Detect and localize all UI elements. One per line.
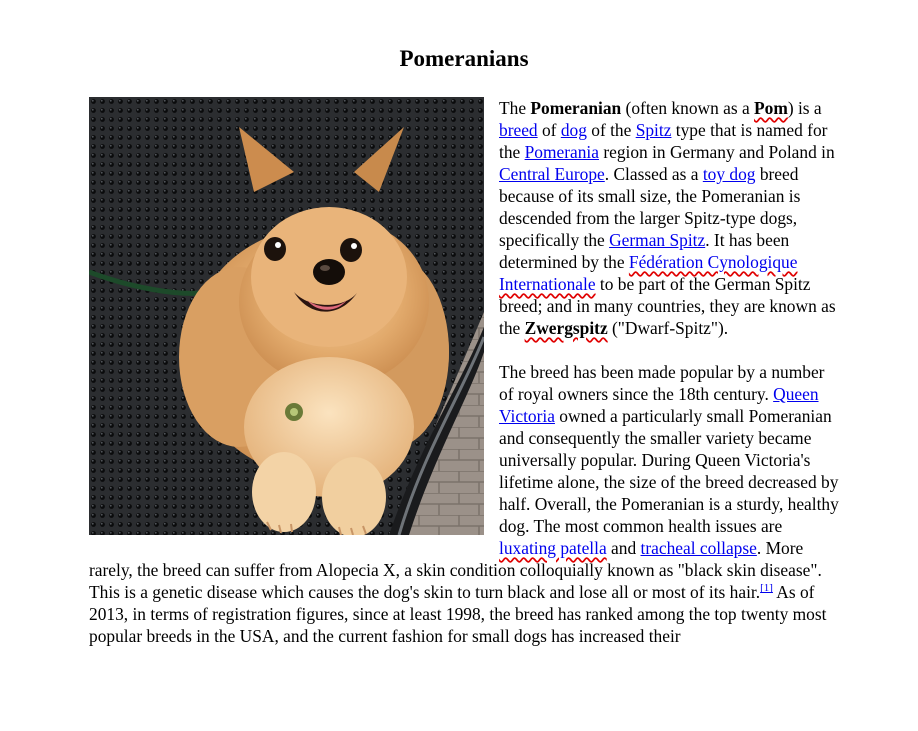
link-dog[interactable]: dog (560, 120, 587, 140)
link-german-spitz[interactable]: German Spitz (609, 230, 706, 250)
link-pomerania[interactable]: Pomerania (524, 142, 599, 162)
link-luxating-patella[interactable]: luxating patella (499, 538, 607, 558)
article-body (89, 97, 839, 647)
bold-term-pomeranian: Pomeranian (530, 98, 622, 118)
link-central-europe[interactable]: Central Europe (499, 164, 605, 184)
page-title: Pomeranians (399, 46, 529, 71)
history-health-paragraph: The breed has been made popular by a number of royal owners since the 18th century. Queen Victoria owned a particularly small Pomeranian and consequently the smaller variety became universally popular. During Queen Victoria's lifetime alone, the size of the breed decreased by half. Overall, the Pomeranian is a sturdy, healthy dog. The most common health issues are luxating patella and tracheal collapse. More rarely, the breed can suffer from Alopecia X, a skin condition colloquially known as "black skin disease". This is a genetic disease which causes the dog's skin to turn black and lose all or most of its hair.[1] As of 2013, in terms of registration figures, since at least 1998, the breed has ranked among the top twenty most popular breeds in the USA, and the current fashion for small dogs has increased their (89, 362, 839, 646)
link-federation-cynologique-internationale[interactable]: Fédération Cynologique Internationale (499, 252, 798, 294)
reference-link-1[interactable]: [1] (760, 582, 773, 595)
link-toy-dog[interactable]: toy dog (702, 164, 756, 184)
bold-term-pom: Pom (754, 98, 788, 118)
link-spitz[interactable]: Spitz (635, 120, 672, 140)
bold-term-zwergspitz: Zwergspitz (524, 318, 608, 338)
document-page (89, 44, 839, 669)
link-queen-victoria[interactable]: Queen Victoria (499, 384, 819, 426)
intro-paragraph: The Pomeranian (often known as a Pom) is a breed of dog of the Spitz type that is named for the Pomerania region in Germany and Poland in Central Europe. Classed as a toy dog breed because of its small size, the Pomeranian is descended from the larger Spitz-type dogs, specifically the German Spitz. It has been determined by the Fédération Cynologique Internationale to be part of the German Spitz breed; and in many countries, they are known as the Zwergspitz ("Dwarf-Spitz"). (499, 98, 836, 338)
link-tracheal-collapse[interactable]: tracheal collapse (640, 538, 757, 558)
pomeranian-photo (89, 97, 484, 535)
link-breed[interactable]: breed (499, 120, 538, 140)
